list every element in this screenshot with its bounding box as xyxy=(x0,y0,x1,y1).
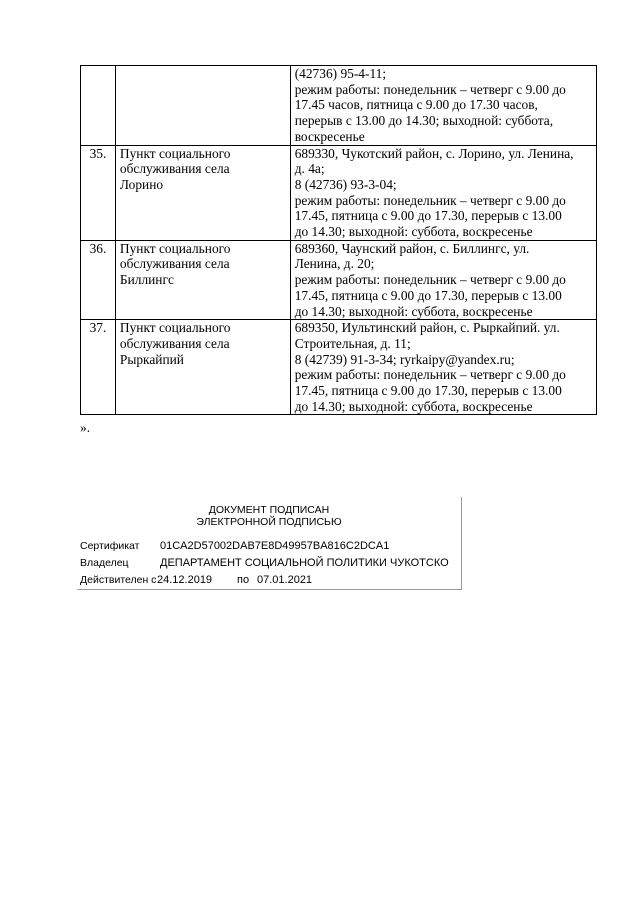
row-number-cell xyxy=(81,66,116,146)
table-row xyxy=(81,66,597,146)
table-row xyxy=(81,240,597,320)
address-schedule-cell xyxy=(290,240,596,320)
address-schedule-line: 689350, Иультинский район, с. Рыркайпий. ул. xyxy=(294,320,560,336)
address-schedule-line: 8 (42739) 91-3-34; ryrkaipy@yandex.ru; xyxy=(294,351,515,367)
address-schedule-line: режим работы: понедельник – четверг с 9.00 до xyxy=(294,367,566,383)
address-schedule-line: 17.45, пятница с 9.00 до 17.30, перерыв с 13.00 xyxy=(294,208,562,224)
valid-from-value: 24.12.2019 xyxy=(157,574,213,586)
address-schedule-line: перерыв с 13.00 до 14.30; выходной: суббота, xyxy=(294,113,554,129)
institution-name-line: Пункт социального xyxy=(119,320,231,336)
institution-name-line: обслуживания села xyxy=(119,335,230,351)
address-schedule-cell xyxy=(290,145,596,240)
address-schedule-cell xyxy=(290,66,596,146)
address-schedule-line: 8 (42736) 93-3-04; xyxy=(294,176,397,192)
stamp-title-line1: ДОКУМЕНТ ПОДПИСАН xyxy=(208,504,330,516)
address-schedule-line: 17.45 часов, пятница с 9.00 до 17.30 часов, xyxy=(294,97,538,113)
address-schedule-line: 17.45, пятница с 9.00 до 17.30, перерыв с 13.00 xyxy=(294,287,562,303)
institutions-table xyxy=(80,65,597,415)
institution-name-cell xyxy=(115,66,290,146)
electronic-signature-stamp xyxy=(77,497,462,590)
table-body xyxy=(81,66,597,415)
institution-name-cell xyxy=(115,320,290,415)
address-schedule-line: 689360, Чаунский район, с. Биллингс, ул. xyxy=(294,240,530,256)
address-schedule-line: до 14.30; выходной: суббота, воскресенье xyxy=(294,224,533,240)
certificate-value: 01CA2D57002DAB7E8D49957BA816C2DCA1 xyxy=(160,540,390,552)
table-row xyxy=(81,145,597,240)
closing-quote-mark: ». xyxy=(80,420,91,435)
row-number-cell: 37. xyxy=(81,320,116,415)
valid-to-label: по xyxy=(237,574,250,586)
valid-to-value: 07.01.2021 xyxy=(257,574,313,586)
institution-name-line: обслуживания села xyxy=(119,161,230,177)
address-schedule-line: (42736) 95-4-11; xyxy=(294,66,387,81)
address-schedule-line: 17.45, пятница с 9.00 до 17.30, перерыв с 13.00 xyxy=(294,383,562,399)
institution-name-line: Пункт социального xyxy=(119,240,231,256)
address-schedule-line: до 14.30; выходной: суббота, воскресенье xyxy=(294,303,533,319)
institution-name-line: обслуживания села xyxy=(119,256,230,272)
address-schedule-line: режим работы: понедельник – четверг с 9.00 до xyxy=(294,81,566,97)
address-schedule-line: Строительная, д. 11; xyxy=(294,335,411,351)
valid-from-label: Действителен с xyxy=(80,574,157,586)
institution-name-cell xyxy=(115,145,290,240)
address-schedule-line: 689330, Чукотский район, с. Лорино, ул. Ленина, xyxy=(294,145,574,161)
institution-name-cell xyxy=(115,240,290,320)
certificate-label: Сертификат xyxy=(80,540,140,552)
stamp-title-line2: ЭЛЕКТРОННОЙ ПОДПИСЬЮ xyxy=(196,516,342,528)
address-schedule-line: до 14.30; выходной: суббота, воскресенье xyxy=(294,398,533,414)
institution-name-line: Лорино xyxy=(119,176,164,192)
address-schedule-line: Ленина, д. 20; xyxy=(294,256,375,272)
address-schedule-line: воскресенье xyxy=(294,128,365,144)
row-number-cell: 36. xyxy=(81,240,116,320)
owner-value: ДЕПАРТАМЕНТ СОЦИАЛЬНОЙ ПОЛИТИКИ ЧУКОТСКО xyxy=(160,557,449,569)
institution-name-line: Биллингс xyxy=(119,272,174,288)
table-row xyxy=(81,320,597,415)
row-number-cell: 35. xyxy=(81,145,116,240)
address-schedule-cell xyxy=(290,320,596,415)
institution-name-line: Рыркайпий xyxy=(119,351,184,367)
owner-label: Владелец xyxy=(80,557,129,569)
address-schedule-line: режим работы: понедельник – четверг с 9.00 до xyxy=(294,272,566,288)
institution-name-line: Пункт социального xyxy=(119,145,231,161)
address-schedule-line: режим работы: понедельник – четверг с 9.00 до xyxy=(294,192,566,208)
address-schedule-line: д. 4а; xyxy=(294,161,325,177)
